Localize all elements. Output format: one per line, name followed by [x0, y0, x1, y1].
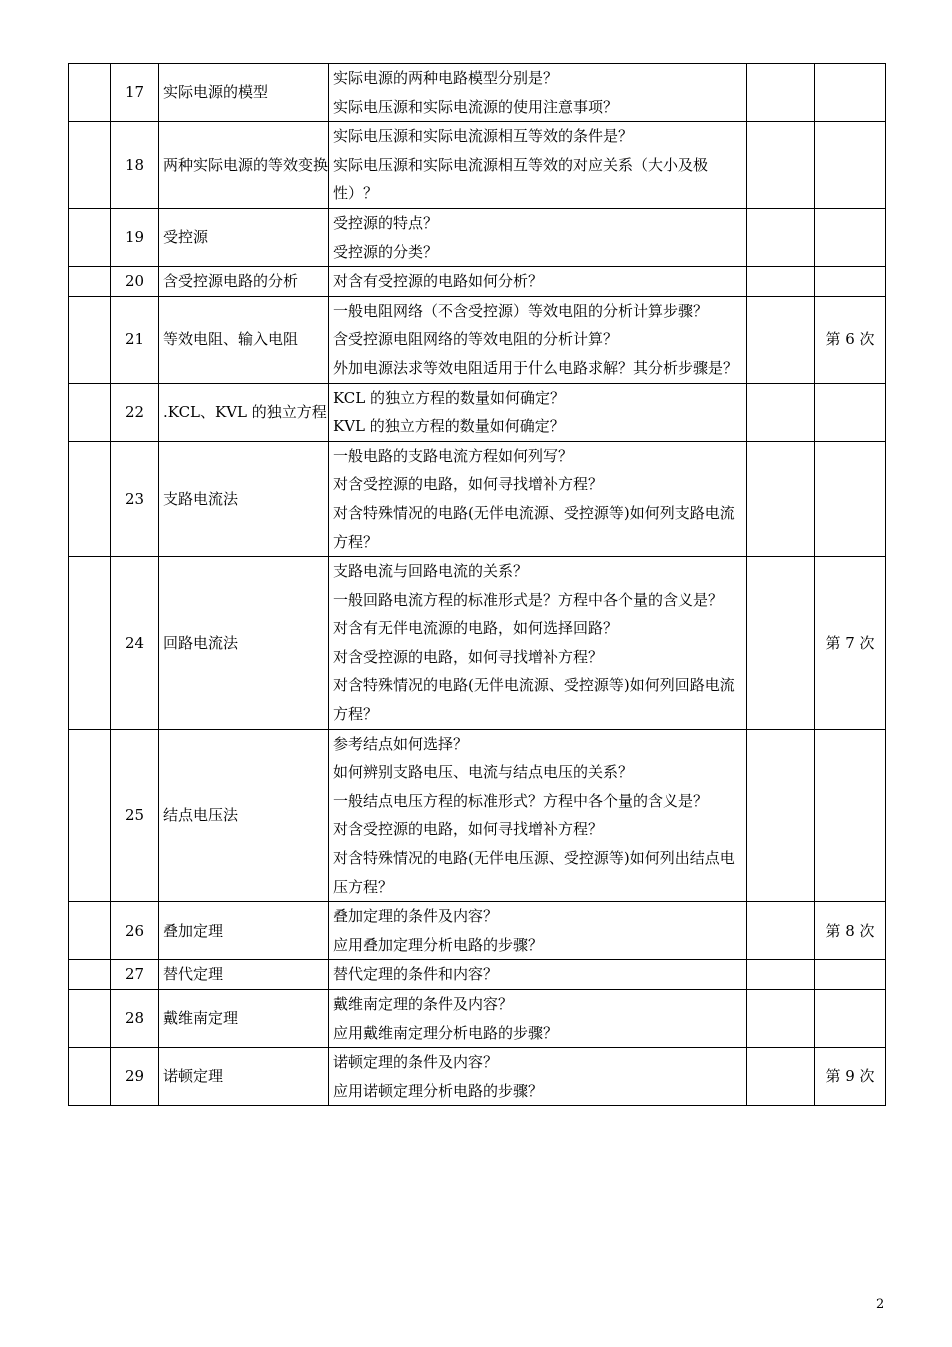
session-cell — [815, 729, 886, 902]
question-line: 一般回路电流方程的标准形式是？方程中各个量的含义是？ — [333, 590, 724, 609]
chapter-cell — [69, 990, 111, 1048]
topic-cell: .KCL、KVL 的独立方程 — [159, 383, 329, 441]
questions-cell — [329, 729, 747, 902]
session-cell — [815, 64, 886, 122]
chapter-cell — [69, 557, 111, 730]
question-line: 实际电压源和实际电流源的使用注意事项？ — [333, 97, 619, 116]
table-row — [69, 383, 886, 441]
row-number: 17 — [111, 64, 159, 122]
question-line: 对含特殊情况的电路(无伴电压源、受控源等)如何列出结点电压方程？ — [333, 849, 735, 896]
chapter-cell — [69, 441, 111, 556]
question-line: 对含特殊情况的电路(无伴电流源、受控源等)如何列支路电流方程？ — [333, 503, 735, 551]
question-line: 一般电阻网络（不含受控源）等效电阻的分析计算步骤？ — [333, 301, 709, 320]
row-number: 22 — [111, 383, 159, 441]
row-number: 28 — [111, 990, 159, 1048]
chapter-cell — [69, 902, 111, 960]
session-cell — [815, 441, 886, 556]
row-number: 23 — [111, 441, 159, 556]
blank-cell — [747, 557, 815, 730]
chapter-cell — [69, 208, 111, 266]
blank-cell — [747, 990, 815, 1048]
table-row — [69, 441, 886, 556]
row-number: 26 — [111, 902, 159, 960]
topic-cell: 替代定理 — [159, 960, 329, 990]
topic-cell: 实际电源的模型 — [159, 64, 329, 122]
question-line: 应用戴维南定理分析电路的步骤？ — [333, 1023, 559, 1042]
chapter-cell — [69, 122, 111, 209]
row-number: 18 — [111, 122, 159, 209]
questions-cell — [329, 441, 747, 556]
questions-cell — [329, 383, 747, 441]
questions-cell — [329, 208, 747, 266]
topic-cell: 含受控源电路的分析 — [159, 267, 329, 297]
topic-cell: 结点电压法 — [159, 729, 329, 902]
question-line: 外加电源法求等效电阻适用于什么电路求解？其分析步骤是？ — [333, 358, 739, 377]
blank-cell — [747, 208, 815, 266]
session-cell — [815, 960, 886, 990]
question-line: 如何辨别支路电压、电流与结点电压的关系？ — [333, 763, 634, 782]
question-line: KVL 的独立方程的数量如何确定？ — [333, 417, 565, 436]
question-line: 对含有受控源的电路如何分析？ — [333, 272, 544, 291]
chapter-cell — [69, 296, 111, 383]
question-line: 替代定理的条件和内容？ — [333, 965, 499, 984]
topic-cell: 等效电阻、输入电阻 — [159, 296, 329, 383]
question-line: 一般电路的支路电流方程如何列写？ — [333, 446, 574, 465]
table-row — [69, 902, 886, 960]
table-body — [69, 64, 886, 1106]
table-row — [69, 64, 886, 122]
questions-cell — [329, 557, 747, 730]
question-line: 参考结点如何选择？ — [333, 734, 469, 753]
topic-cell: 叠加定理 — [159, 902, 329, 960]
questions-cell — [329, 267, 747, 297]
blank-cell — [747, 441, 815, 556]
question-line: 对含受控源的电路，如何寻找增补方程？ — [333, 475, 604, 494]
question-line: 应用诺顿定理分析电路的步骤？ — [333, 1081, 544, 1100]
row-number: 20 — [111, 267, 159, 297]
table-row — [69, 122, 886, 209]
question-line: 实际电源的两种电路模型分别是？ — [333, 69, 559, 87]
session-cell — [815, 267, 886, 297]
question-line: 应用叠加定理分析电路的步骤？ — [333, 935, 544, 954]
question-line: 对含受控源的电路，如何寻找增补方程？ — [333, 820, 604, 839]
table-row — [69, 729, 886, 902]
questions-cell — [329, 902, 747, 960]
syllabus-table — [68, 63, 886, 1106]
table-row — [69, 557, 886, 730]
question-line: 叠加定理的条件及内容？ — [333, 907, 499, 926]
table-row — [69, 208, 886, 266]
questions-cell — [329, 990, 747, 1048]
question-line: 诺顿定理的条件及内容？ — [333, 1053, 499, 1072]
question-line: 对含受控源的电路，如何寻找增补方程？ — [333, 647, 604, 666]
blank-cell — [747, 383, 815, 441]
question-line: 对含有无伴电流源的电路，如何选择回路？ — [333, 619, 619, 638]
session-cell: 第 8 次 — [815, 902, 886, 960]
session-cell — [815, 208, 886, 266]
topic-cell: 回路电流法 — [159, 557, 329, 730]
blank-cell — [747, 267, 815, 297]
row-number: 24 — [111, 557, 159, 730]
chapter-cell — [69, 729, 111, 902]
question-line: 受控源的分类？ — [333, 242, 439, 261]
table-row — [69, 990, 886, 1048]
session-cell — [815, 383, 886, 441]
chapter-cell — [69, 1048, 111, 1106]
question-line: 实际电压源和实际电流源相互等效的对应关系（大小及极性）？ — [333, 155, 709, 203]
question-line: 一般结点电压方程的标准形式？方程中各个量的含义是？ — [333, 791, 709, 810]
questions-cell — [329, 122, 747, 209]
session-cell: 第 6 次 — [815, 296, 886, 383]
session-cell — [815, 122, 886, 209]
topic-cell: 戴维南定理 — [159, 990, 329, 1048]
blank-cell — [747, 122, 815, 209]
table-row — [69, 1048, 886, 1106]
chapter-cell — [69, 267, 111, 297]
question-line: 实际电压源和实际电流源相互等效的条件是？ — [333, 127, 634, 146]
topic-cell: 诺顿定理 — [159, 1048, 329, 1106]
chapter-cell — [69, 64, 111, 122]
row-number: 29 — [111, 1048, 159, 1106]
questions-cell — [329, 296, 747, 383]
blank-cell — [747, 1048, 815, 1106]
table-row — [69, 296, 886, 383]
table-row — [69, 960, 886, 990]
row-number: 21 — [111, 296, 159, 383]
blank-cell — [747, 729, 815, 902]
session-cell — [815, 990, 886, 1048]
blank-cell — [747, 902, 815, 960]
question-line: 戴维南定理的条件及内容？ — [333, 995, 514, 1013]
questions-cell — [329, 64, 747, 122]
topic-cell: 支路电流法 — [159, 441, 329, 556]
page-number: 2 — [876, 1297, 885, 1312]
chapter-cell — [69, 383, 111, 441]
question-line: KCL 的独立方程的数量如何确定？ — [333, 388, 566, 407]
blank-cell — [747, 64, 815, 122]
topic-cell: 受控源 — [159, 208, 329, 266]
questions-cell — [329, 1048, 747, 1106]
question-line: 对含特殊情况的电路(无伴电流源、受控源等)如何列回路电流方程？ — [333, 676, 735, 724]
blank-cell — [747, 960, 815, 990]
row-number: 25 — [111, 729, 159, 902]
question-line: 受控源的特点？ — [333, 213, 439, 232]
session-cell: 第 7 次 — [815, 557, 886, 730]
row-number: 27 — [111, 960, 159, 990]
table-row — [69, 267, 886, 297]
question-line: 支路电流与回路电流的关系？ — [333, 562, 529, 581]
question-line: 含受控源电阻网络的等效电阻的分析计算？ — [333, 330, 619, 349]
topic-cell: 两种实际电源的等效变换 — [159, 122, 329, 209]
chapter-cell — [69, 960, 111, 990]
blank-cell — [747, 296, 815, 383]
row-number: 19 — [111, 208, 159, 266]
questions-cell — [329, 960, 747, 990]
session-cell: 第 9 次 — [815, 1048, 886, 1106]
